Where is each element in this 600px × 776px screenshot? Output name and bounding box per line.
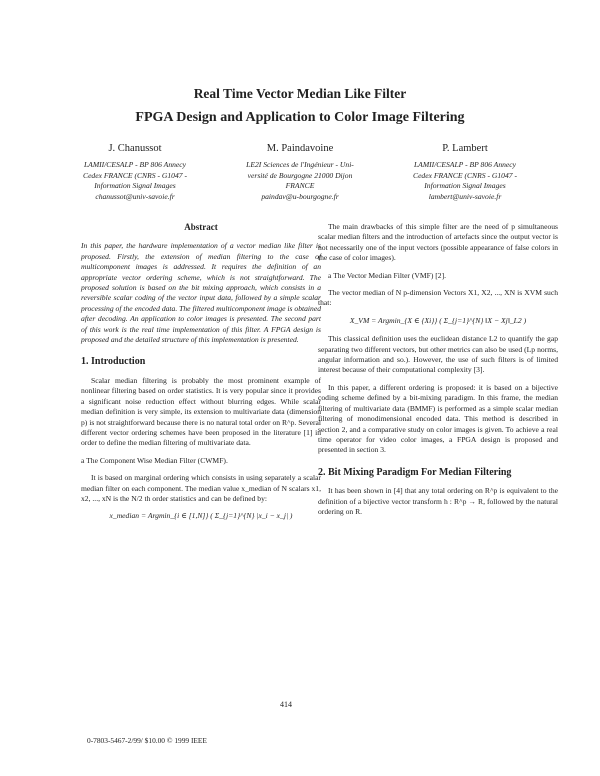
abstract-heading: Abstract (184, 222, 218, 232)
author-affiliation-line: Information Signal Images (424, 181, 506, 190)
author-name: P. Lambert (442, 143, 488, 154)
vmf-heading: a The Vector Median Filter (VMF) [2]. (328, 270, 447, 280)
intro-paragraph: Scalar median filtering is probably the most prominent example of nonlinear filtering based on order statistics. It is very popular since it provides a significant noise reduction effect without blurring edges. While scalar median definition is very simple, its extension to multivariate data (dimension p) is not straightforward because there is no natural total order on R^p. Several different vector ordering schemes have been proposed in the literature [1] in order to define the median filtering of multivariate data. (81, 375, 321, 448)
paragraph: It has been shown in [4] that any total ordering on R^p is equivalent to the definition of a bijective vector transform h : R^p → R, followed by the natural ordering on R. (318, 486, 558, 516)
author-affiliation-line: FRANCE (285, 181, 315, 190)
paper-title-line-1: Real Time Vector Median Like Filter (193, 86, 407, 101)
author-email: lambert@univ-savoie.fr (428, 191, 502, 201)
author-email: chanussot@univ-savoie.fr (95, 191, 175, 201)
cwmf-heading: a The Component Wise Median Filter (CWMF). (81, 455, 228, 465)
right-column (318, 222, 558, 524)
paragraph: This classical definition uses the euclidean distance L2 to quantify the gap separating two different vectors, but other metrics can also be used (Lp norms, angular information and so.). However, the use of such filters is of limited interest because of their computational complexity [3]. (318, 334, 558, 375)
author-name: J. Chanussot (108, 143, 162, 154)
left-column (81, 222, 321, 530)
vmf-paragraph: The vector median of N p-dimension Vectors X1, X2, ..., XN is XVM such that: (318, 288, 558, 308)
paragraph: In this paper, a different ordering is proposed: it is based on a bijective coding scheme defined by a bit-mixing paradigm. In this frame, the median filtering of multivariate data (BMMF) is performed as a simple scalar median filtering of monodimensional encoded data. This method is described in section 2, and a comparative study on color images is given. To achieve a real time operator for video color images, a FPGA design is proposed and presented in section 3. (318, 382, 558, 455)
author-affiliation-line: LAMII/CESALP - BP 806 Annecy (413, 160, 517, 169)
author-affiliation-line: versité de Bourgogne 21000 Dijon (247, 170, 353, 180)
author-block-2 (220, 143, 380, 202)
author-affiliation-line: Cedex FRANCE (CNRS - G1047 - (413, 170, 517, 180)
paragraph: The main drawbacks of this simple filter are the need of p simultaneous scalar median filters and the introduction of artefacts since the output vector is not necessarily one of the input vectors (possible appearance of false colors in the case of color images). (318, 222, 558, 263)
author-affiliation-line: LE2I Sciences de l'Ingénieur - Uni- (246, 160, 354, 169)
cwmf-paragraph: It is based on marginal ordering which consists in using separately a scalar median filter on each component. The median value x_median of N scalars x1, x2, ..., xN is the N/2 th order statistics and can be defined by: (81, 473, 321, 503)
abstract-text: In this paper, the hardware implementation of a vector median like filter is proposed. Firstly, the extension of median filtering to the case of multicomponent images is addressed. It requires the definition of an appropriate vector ordering scheme, which is not straightforward. The proposed solution is based on the bit mixing approach, which consists in a reversible scalar coding of the vector input data, followed by a simple scalar processing of the encoded data. The filtered multicomponent image is obtained after decoding. An application to color images is presented. The second part of this work is the real time implementation of this filter. A FPGA design is proposed and the detailed structure of this implementation is presented. (81, 241, 321, 345)
author-block-3 (385, 143, 545, 202)
author-affiliation-line: LAMII/CESALP - BP 806 Annecy (83, 160, 187, 169)
section-heading-bit-mixing: 2. Bit Mixing Paradigm For Median Filtering (318, 466, 512, 478)
author-affiliation-line: Information Signal Images (94, 181, 176, 190)
author-block-1 (55, 143, 215, 202)
author-email: paindav@u-bourgogne.fr (261, 191, 339, 201)
isbn-footer: 0-7803-5467-2/99/ $10.00 © 1999 IEEE (87, 736, 207, 745)
section-heading-introduction: 1. Introduction (81, 356, 146, 368)
author-affiliation-line: Cedex FRANCE (CNRS - G1047 - (83, 170, 187, 180)
equation-median: x_median = Argmin_{i ∈ [1,N]} ( Σ_{j=1}^{N} |x_i − x_j| ) (109, 511, 293, 521)
equation-vector-median: X_VM = Argmin_{X ∈ {Xi}} ( Σ_{j=1}^{N} ‖X − Xj‖_L2 ) (349, 315, 527, 325)
paper-title-line-2: FPGA Design and Application to Color Image Filtering (135, 110, 465, 125)
page-number: 414 (280, 700, 292, 709)
author-name: M. Paindavoine (266, 143, 334, 154)
